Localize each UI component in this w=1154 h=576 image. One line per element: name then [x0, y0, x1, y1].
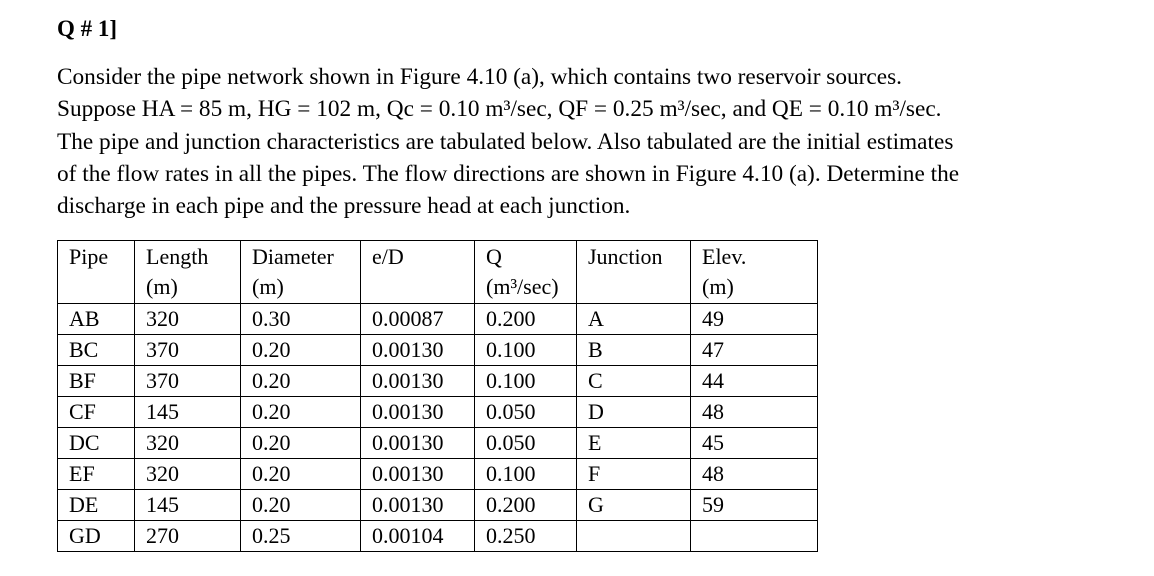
flow-cell: 0.250 [475, 521, 577, 552]
header-e-over-d: e/D [361, 241, 475, 304]
elevation-cell: 48 [691, 397, 818, 428]
length-cell: 270 [135, 521, 241, 552]
paragraph-line: discharge in each pipe and the pressure head at each junction. [57, 193, 631, 220]
diameter-cell: 0.20 [241, 335, 361, 366]
header-diameter: Diameter (m) [241, 241, 361, 304]
table-header-row [58, 241, 818, 304]
question-label: Q # 1] [57, 16, 118, 41]
pipe-cell: AB [58, 304, 135, 335]
paragraph-line: of the flow rates in all the pipes. The flow directions are shown in Figure 4.10 (a). Determine the [57, 160, 960, 187]
pipe-cell: DC [58, 428, 135, 459]
elevation-cell: 47 [691, 335, 818, 366]
flow-cell: 0.200 [475, 490, 577, 521]
flow-cell: 0.100 [475, 366, 577, 397]
e-over-d-cell: 0.00130 [361, 490, 475, 521]
header-flow-q: Q (m³/sec) [475, 241, 577, 304]
paragraph-line: Suppose HA = 85 m, HG = 102 m, Qc = 0.10 m³/sec, QF = 0.25 m³/sec, and QE = 0.10 m³/sec. [57, 96, 942, 123]
table-row [58, 428, 818, 459]
elevation-cell: 48 [691, 459, 818, 490]
problem-statement [57, 61, 1127, 222]
flow-cell: 0.050 [475, 428, 577, 459]
header-junction: Junction [577, 241, 691, 304]
pipe-cell: CF [58, 397, 135, 428]
length-cell: 145 [135, 490, 241, 521]
paragraph-line: Consider the pipe network shown in Figure 4.10 (a), which contains two reservoir sources. [57, 64, 902, 90]
junction-cell: C [577, 366, 691, 397]
junction-cell: D [577, 397, 691, 428]
length-cell: 320 [135, 428, 241, 459]
flow-cell: 0.100 [475, 335, 577, 366]
junction-cell: G [577, 490, 691, 521]
diameter-cell: 0.20 [241, 490, 361, 521]
header-pipe: Pipe [58, 241, 135, 304]
length-cell: 320 [135, 459, 241, 490]
e-over-d-cell: 0.00130 [361, 428, 475, 459]
e-over-d-cell: 0.00130 [361, 366, 475, 397]
table-row [58, 397, 818, 428]
flow-cell: 0.200 [475, 304, 577, 335]
table-row [58, 304, 818, 335]
diameter-cell: 0.20 [241, 428, 361, 459]
pipe-cell: DE [58, 490, 135, 521]
header-elevation: Elev. (m) [691, 241, 818, 304]
length-cell: 145 [135, 397, 241, 428]
pipe-cell: GD [58, 521, 135, 552]
paragraph-line: The pipe and junction characteristics are tabulated below. Also tabulated are the initial estimates [57, 128, 954, 155]
diameter-cell: 0.25 [241, 521, 361, 552]
junction-cell: A [577, 304, 691, 335]
elevation-cell: 45 [691, 428, 818, 459]
table-row [58, 490, 818, 521]
pipe-junction-table [57, 240, 818, 552]
header-length: Length (m) [135, 241, 241, 304]
pipe-cell: BF [58, 366, 135, 397]
diameter-cell: 0.20 [241, 459, 361, 490]
flow-cell: 0.050 [475, 397, 577, 428]
e-over-d-cell: 0.00087 [361, 304, 475, 335]
elevation-cell: 49 [691, 304, 818, 335]
e-over-d-cell: 0.00130 [361, 459, 475, 490]
junction-cell: E [577, 428, 691, 459]
length-cell: 320 [135, 304, 241, 335]
flow-cell: 0.100 [475, 459, 577, 490]
e-over-d-cell: 0.00104 [361, 521, 475, 552]
length-cell: 370 [135, 335, 241, 366]
table-row [58, 366, 818, 397]
pipe-cell: BC [58, 335, 135, 366]
junction-cell [577, 521, 691, 552]
table-row [58, 521, 818, 552]
e-over-d-cell: 0.00130 [361, 335, 475, 366]
table-row [58, 459, 818, 490]
table-row [58, 335, 818, 366]
length-cell: 370 [135, 366, 241, 397]
diameter-cell: 0.20 [241, 366, 361, 397]
pipe-cell: EF [58, 459, 135, 490]
junction-cell: B [577, 335, 691, 366]
elevation-cell: 59 [691, 490, 818, 521]
elevation-cell [691, 521, 818, 552]
junction-cell: F [577, 459, 691, 490]
diameter-cell: 0.20 [241, 397, 361, 428]
elevation-cell: 44 [691, 366, 818, 397]
e-over-d-cell: 0.00130 [361, 397, 475, 428]
diameter-cell: 0.30 [241, 304, 361, 335]
